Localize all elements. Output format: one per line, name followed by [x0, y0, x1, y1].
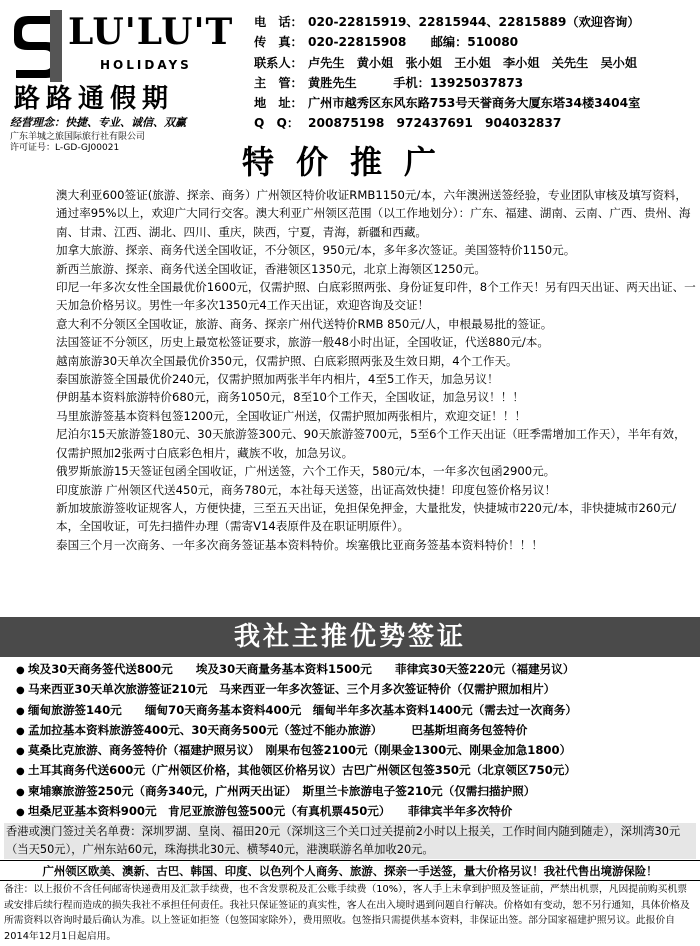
offer-iran: 伊朗基本资料旅游特价680元，商务1050元，8至10个工作天，全国收证，加急另议！！！ [56, 390, 524, 405]
list-item: ● 埃及30天商务签代送800元 埃及30天商量务基本资料1500元 菲律宾30天签220元（福建另议） [16, 660, 696, 680]
offer-australia: 澳大利亚600签证(旅游、探亲、商务）广州领区特价收证RMB1150元/本，六年澳洲送签经验，专业团队审核及填写资料，通过率95%以上，欢迎广大同行交客。澳大利亚广州领区范围（以工作地划分）：广东、福建、湖南、云南、广西、贵州、海南、甘肃、江西、湖北、四川、重庆，陕西，宁夏，青海，新疆和西藏。 [56, 188, 691, 239]
offer-vietnam: 越南旅游30天单次全国最优价350元，仅需护照、白底彩照两张及生效日期，4个工作天。 [56, 353, 518, 368]
hk-macau-note: 香港或澳门签过关名单费：深圳罗湖、皇岗、福田20元（深圳这三个关口过关提前2小时以上报关，工作时间内随到随走），深圳湾30元（当天50元），广州东站60元，珠海拱北30元、横琴40元，港澳联游名单加收20元。 [4, 823, 696, 859]
contact-block [254, 12, 698, 134]
main-visa-banner: 我社主推优势签证 [0, 617, 700, 657]
footer-remarks: 备注：以上报价不含任何邮寄快递费用及汇款手续费，也不含发票税及汇公账手续费（10%），客人手上未拿到护照及签证前，严禁出机票，凡因提前购买机票或安排后续行程而造成的损失我社不承担任何责任。我社只保证签证的真实性，客人在出入境时遇到问题自行解决。价格如有变动，恕不另行通知，具体价格及所需资料以咨询时最后确认为准。以上签证如拒签（包签国家除外），费用照收。包签指只需提供基本资料，非保证出签。部分国家福建护照另议。此报价自2014年12月1日起启用。 [4, 884, 690, 942]
bullet-icon: ● [16, 807, 25, 819]
header [0, 0, 700, 153]
contact-fax: 传 真： 020-22815908 邮编：510080 [254, 35, 519, 50]
business-slogan: 经营理念：快捷、专业、诚信、双赢 [10, 116, 186, 129]
special-offer-title: 特价推广 [241, 143, 458, 181]
list-item: ● 马来西亚30天单次旅游签证210元 马来西亚一年多次签证、三个月多次签证特价（仅需护照加相片） [16, 680, 696, 700]
offer-italy: 意大利不分领区全国收证，旅游、商务、探亲广州代送特价RMB 850元/人，申根最易批的签证。 [56, 316, 553, 331]
offer-new-zealand: 新西兰旅游、探亲、商务代送全国收证，香港领区1350元，北京上海领区1250元。 [56, 261, 487, 276]
license-company: 广东羊城之旅国际旅行社有限公司 [10, 132, 146, 142]
contact-persons: 联系人： 卢先生 黄小姐 张小姐 王小姐 李小姐 关先生 吴小姐 [254, 55, 638, 70]
license-number: 许可证号：L-GD-GJ00021 [10, 143, 120, 153]
offer-canada: 加拿大旅游、探亲、商务代送全国收证，不分领区，950元/本，多年多次签证。美国签特价1150元。 [56, 243, 576, 258]
offer-russia: 俄罗斯旅游15天签证包函全国收证，广州送签，六个工作天，580元/本，一年多次包函2900元。 [56, 464, 556, 479]
offer-indonesia: 印尼一年多次女性全国最优价1600元，仅需护照、白底彩照两张、身份证复印件，8个工作天！另有四天出证、两天出证、一天加急价格另议。男性一年多次1350元4工作天出证，欢迎咨询及交证！ [56, 280, 696, 313]
footer-headline: 广州领区欧美、澳新、古巴、韩国、印度、以色列个人商务、旅游、探亲一手送签，量大价格另议！我社代售出境游保险！ [42, 864, 658, 878]
bullet-icon: ● [16, 665, 25, 676]
list-item: ● 莫桑比克旅游、商务签特价（福建护照另议） 刚果布包签2100元（刚果金1300元、刚果金加急1800） [16, 741, 696, 761]
offer-france: 法国签证不分领区，历史上最宽松签证要求，旅游一般48小时出证，全国收证，代送880元/本。 [56, 335, 549, 350]
logo-holidays: HOLIDAYS [100, 58, 192, 72]
offer-nepal: 尼泊尔15天旅游签180元、30天旅游签300元、90天旅游签700元，5至6个工作天出证（旺季需增加工作天），半年有效，仅需护照加2张两寸白底彩色相片，藏族不收，加急另议。 [56, 427, 686, 460]
contact-phone: 电 话： 020-22815919、22815944、22815889（欢迎咨询） [254, 15, 640, 29]
list-item: ● 缅甸旅游签140元 缅甸70天商务基本资料400元 缅甸半年多次基本资料1400元（需去过一次商务） [16, 701, 696, 721]
contact-manager: 主 管： 黄胜先生 手机：13925037873 [254, 75, 524, 90]
divider [0, 880, 700, 881]
bullet-icon: ● [16, 685, 25, 697]
offer-singapore: 新加坡旅游签收证规客人，方便快捷，三至五天出证，免担保免押金，大量批发，快捷城市220元/本，非快捷城市260元/本，全国收证，可先扫描件办理（需寄V14表原件及在职证明原件）。 [56, 500, 677, 534]
contact-address: 地 址： 广州市越秀区东风东路753号天誉商务大厦东塔34楼3404室 [254, 96, 641, 111]
company-logo [4, 4, 234, 153]
offer-india: 印度旅游 广州领区代送450元，商务780元，本社每天送签，出证高效快捷！印度包签价格另议！ [56, 482, 557, 497]
bullet-icon: ● [16, 746, 25, 758]
bullet-icon: ● [16, 725, 25, 737]
list-item: ● 坦桑尼亚基本资料900元 肯尼亚旅游包签500元（有真机票450元） 菲律宾半年多次特价 [16, 802, 696, 822]
list-item: ● 孟加拉基本资料旅游签400元、30天商务500元（签过不能办旅游） 巴基斯坦商务包签特价 [16, 721, 696, 741]
bullet-icon: ● [16, 705, 25, 717]
bullet-icon: ● [16, 766, 25, 778]
contact-qq: Q Q： 200875198 972437691 904032837 [254, 116, 562, 131]
list-item: ● 土耳其商务代送600元（广州领区价格，其他领区价格另议）古巴广州领区包签350元（北京领区750元） [16, 761, 696, 781]
list-item: ● 柬埔寨旅游签250元（商务340元，广州两天出证） 斯里兰卡旅游电子签210元（仅需扫描护照） [16, 782, 696, 802]
logo-s-icon [10, 10, 62, 82]
main-visa-list [16, 660, 696, 822]
logo-english: LU'LU'T [68, 11, 234, 53]
special-offers [6, 186, 696, 554]
offer-mali: 马里旅游签基本资料包签1200元，全国收证广州送，仅需护照加两张相片，欢迎交证！！！ [56, 408, 527, 423]
offer-thailand: 泰国旅游签全国最优价240元，仅需护照加两张半年内相片，4至5工作天，加急另议！ [56, 372, 499, 387]
divider [0, 860, 700, 861]
bullet-icon: ● [16, 786, 25, 798]
logo-chinese: 路路通假期 [14, 84, 175, 114]
offer-thailand-business: 泰国三个月一次商务、一年多次商务签证基本资料特价。埃塞俄比亚商务签基本资料特价！！！ [56, 537, 543, 552]
